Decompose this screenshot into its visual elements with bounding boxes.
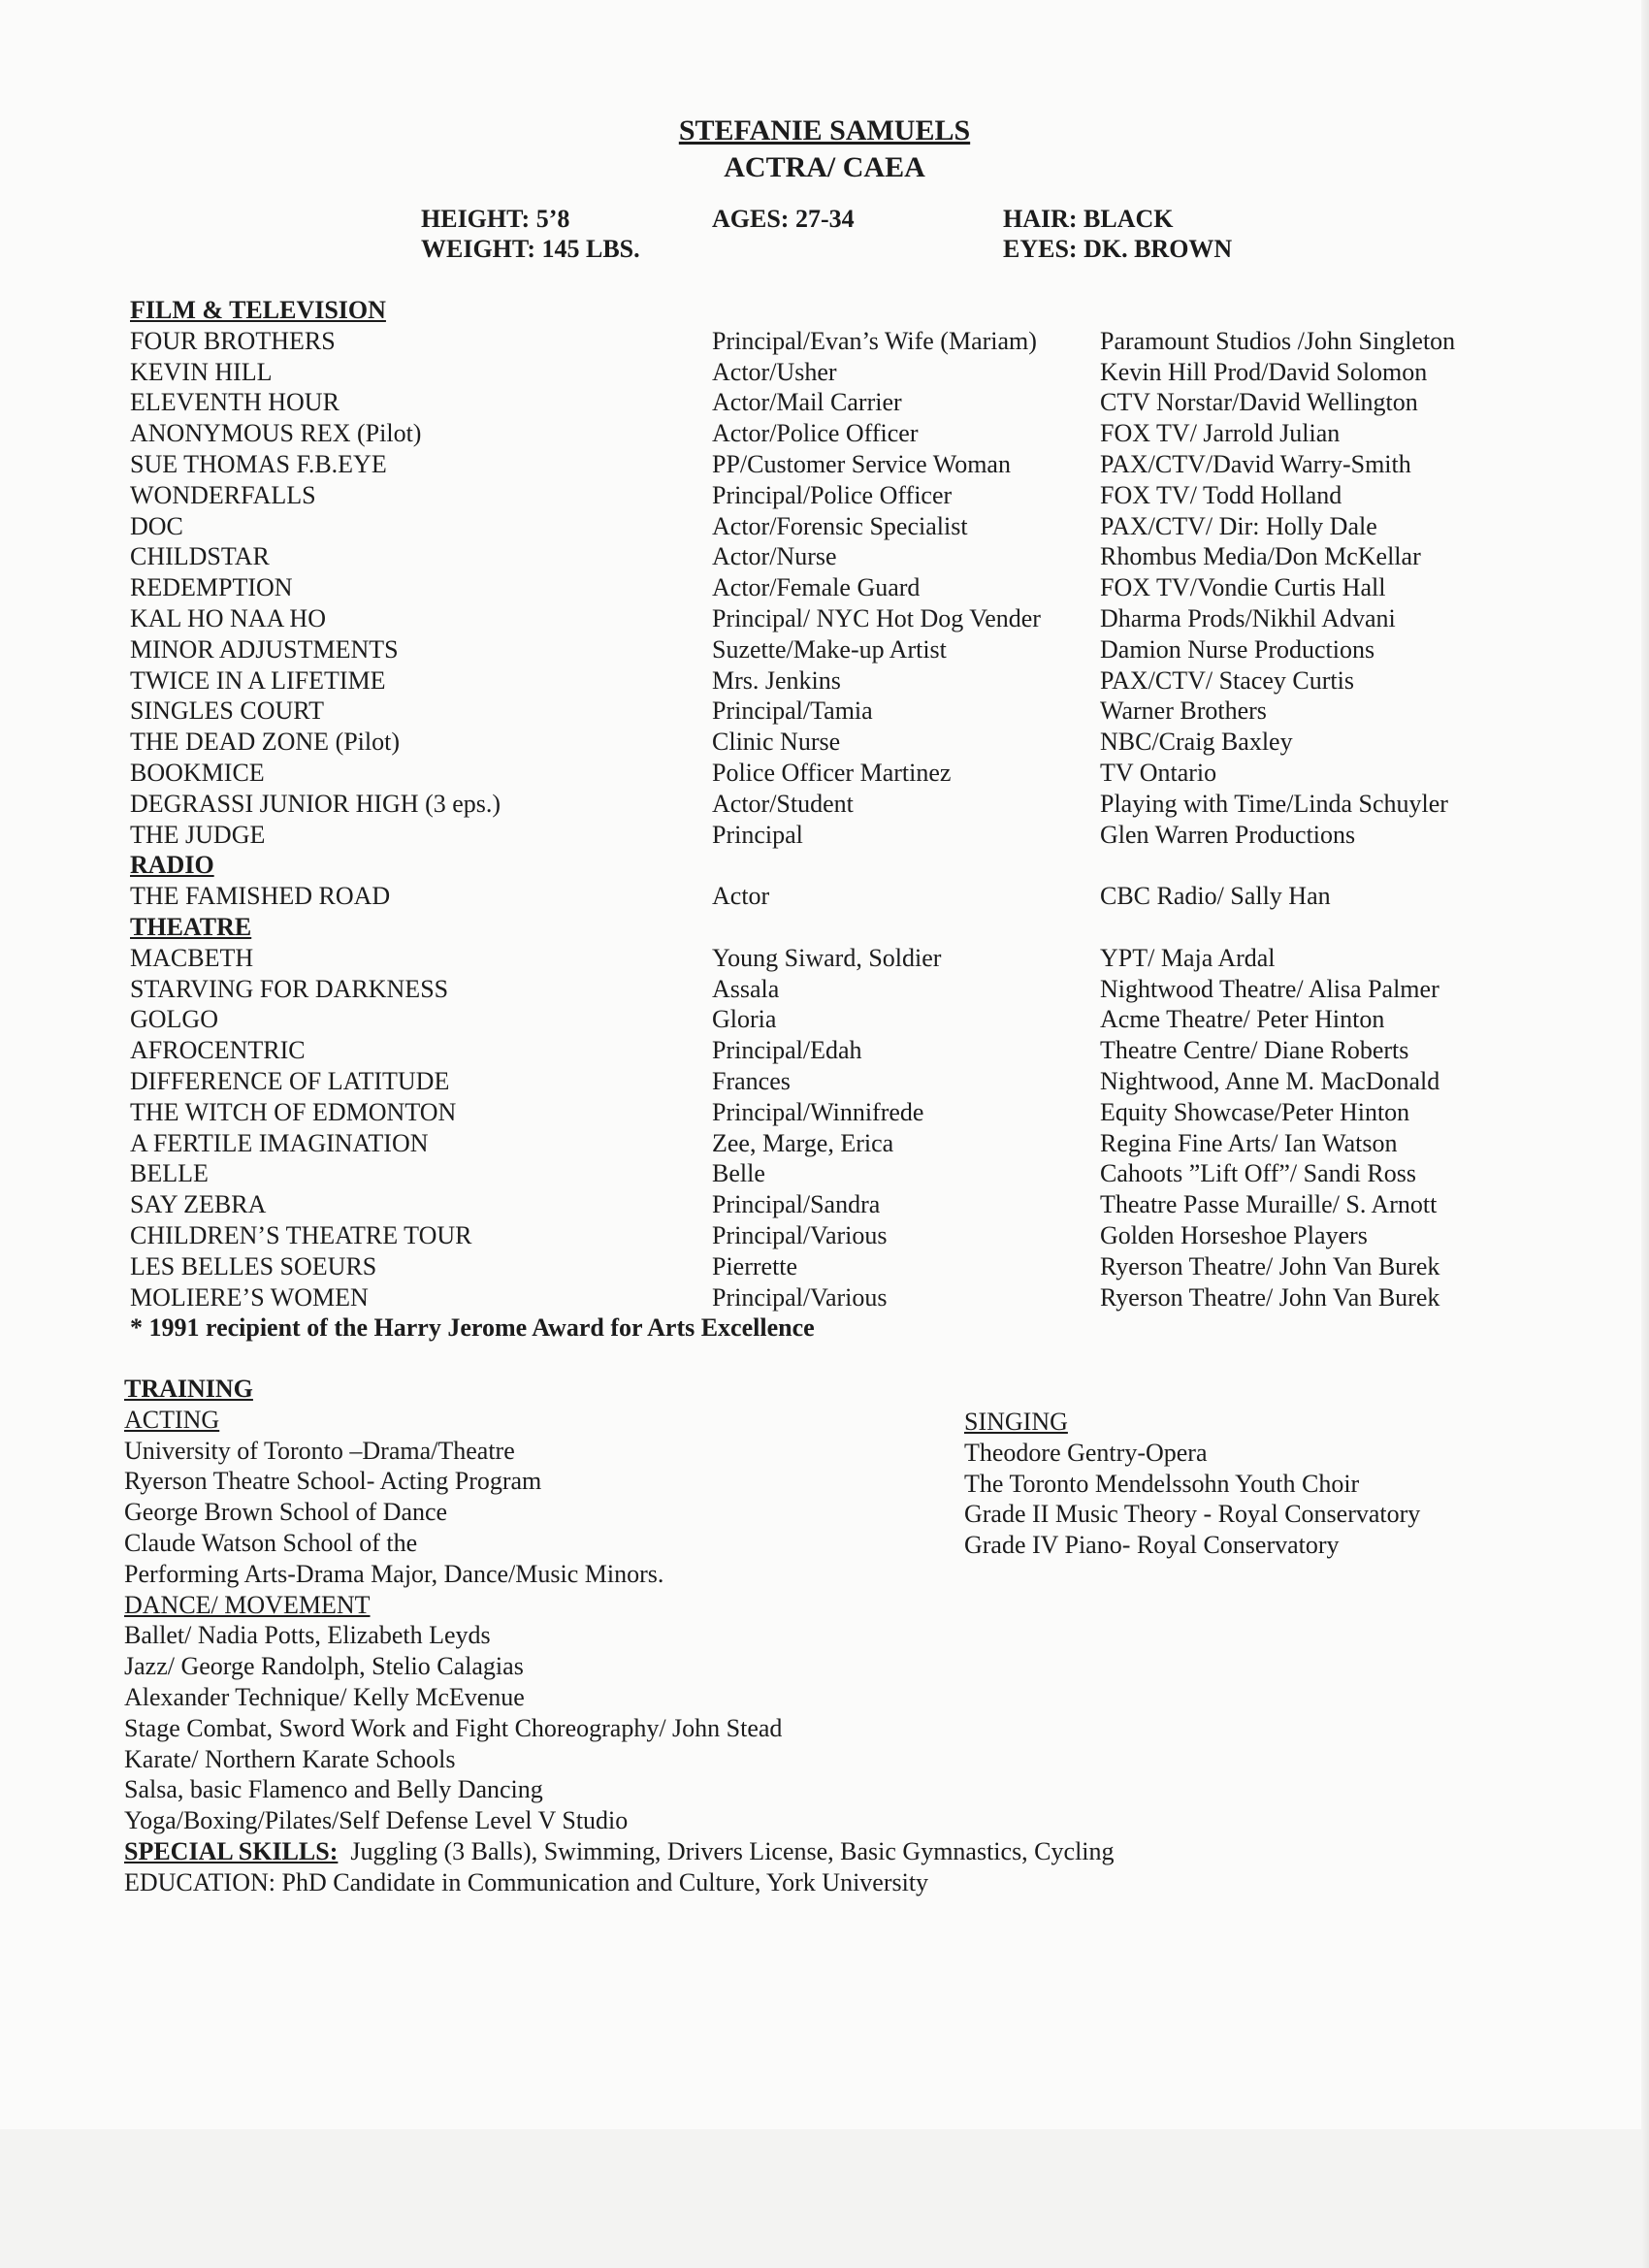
film-credit-title: REDEMPTION	[130, 573, 293, 602]
theatre-credit-row	[130, 1004, 1585, 1035]
film-credit-role: Principal/ NYC Hot Dog Vender	[712, 603, 1041, 632]
theatre-credit-company: Golden Horseshoe Players	[1100, 1220, 1368, 1249]
film-credit-role: Suzette/Make-up Artist	[712, 634, 947, 664]
film-credit-title: BOOKMICE	[130, 758, 265, 787]
film-credit-row	[130, 696, 1585, 727]
film-credit-title: FOUR BROTHERS	[130, 326, 336, 355]
film-credit-role: Actor/Usher	[712, 357, 837, 386]
film-credit-title: CHILDSTAR	[130, 542, 270, 571]
film-credit-title: KEVIN HILL	[130, 357, 273, 386]
theatre-credit-title: SAY ZEBRA	[130, 1190, 267, 1219]
training-right	[964, 1407, 1420, 1561]
theatre-credit-row	[130, 1189, 1585, 1220]
film-credit-company: Damion Nurse Productions	[1100, 634, 1375, 664]
theatre-credit-row	[130, 943, 1585, 974]
film-credit-role: Actor/Mail Carrier	[712, 388, 902, 417]
film-credit-title: DOC	[130, 511, 183, 540]
acting-item: Performing Arts-Drama Major, Dance/Music Minors.	[124, 1559, 664, 1588]
theatre-credit-row	[130, 974, 1585, 1005]
special-skills-text: Juggling (3 Balls), Swimming, Drivers License, Basic Gymnastics, Cycling	[350, 1836, 1115, 1865]
dance-item: Salsa, basic Flamenco and Belly Dancing	[124, 1775, 543, 1804]
theatre-credit-role: Principal/Various	[712, 1220, 888, 1249]
theatre-credit-company: Acme Theatre/ Peter Hinton	[1100, 1005, 1385, 1034]
theatre-credit-role: Frances	[712, 1066, 791, 1095]
theatre-heading-row	[130, 912, 1585, 943]
film-credit-row	[130, 634, 1585, 665]
theatre-credit-role: Belle	[712, 1159, 765, 1188]
film-credit-company: FOX TV/Vondie Curtis Hall	[1100, 573, 1386, 602]
film-credit-company: Warner Brothers	[1100, 697, 1267, 726]
theatre-credit-title: THE WITCH OF EDMONTON	[130, 1097, 457, 1126]
film-credit-row	[130, 449, 1585, 480]
theatre-credit-role: Principal/Sandra	[712, 1190, 881, 1219]
stats-col-2	[712, 204, 855, 234]
film-credit-role: Principal	[712, 820, 803, 849]
award-note: * 1991 recipient of the Harry Jerome Award for Arts Excellence	[130, 1313, 815, 1343]
film-credit-title: SINGLES COURT	[130, 697, 324, 726]
film-credit-role: Clinic Nurse	[712, 728, 841, 757]
theatre-credit-title: STARVING FOR DARKNESS	[130, 974, 449, 1003]
theatre-credit-role: Principal/Winnifrede	[712, 1097, 924, 1126]
theatre-credit-title: GOLGO	[130, 1005, 218, 1034]
film-credit-company: Rhombus Media/Don McKellar	[1100, 542, 1421, 571]
film-credit-row	[130, 572, 1585, 603]
weight-stat: WEIGHT: 145 LBS.	[421, 235, 640, 263]
singing-item: Grade IV Piano- Royal Conservatory	[964, 1531, 1340, 1560]
radio-credit-title: THE FAMISHED ROAD	[130, 882, 391, 911]
dance-item: Karate/ Northern Karate Schools	[124, 1744, 456, 1773]
film-credit-role: Principal/Evan’s Wife (Mariam)	[712, 326, 1037, 355]
theatre-credit-company: Regina Fine Arts/ Ian Watson	[1100, 1128, 1398, 1157]
theatre-credit-role: Pierrette	[712, 1251, 798, 1280]
film-tv-list	[130, 326, 1585, 851]
theatre-credit-role: Assala	[712, 974, 780, 1003]
film-credit-company: Glen Warren Productions	[1100, 820, 1356, 849]
film-credit-role: Actor/Female Guard	[712, 573, 921, 602]
theatre-credit-row	[130, 1066, 1585, 1097]
actor-name: STEFANIE SAMUELS	[678, 114, 971, 146]
acting-item: George Brown School of Dance	[124, 1498, 448, 1527]
theatre-credit-title: AFROCENTRIC	[130, 1036, 306, 1065]
film-tv-heading: FILM & TELEVISION	[130, 296, 386, 324]
stats-col-1	[421, 204, 640, 264]
hair-stat: HAIR: BLACK	[1003, 205, 1174, 233]
radio-credit-role: Actor	[712, 882, 770, 911]
film-credit-company: TV Ontario	[1100, 758, 1217, 787]
theatre-list	[130, 943, 1585, 1313]
theatre-credit-company: Nightwood, Anne M. MacDonald	[1100, 1066, 1440, 1095]
theatre-credit-row	[130, 1158, 1585, 1189]
theatre-credit-row	[130, 1128, 1585, 1159]
film-credit-row	[130, 387, 1585, 418]
film-credit-row	[130, 727, 1585, 758]
film-credit-row	[130, 480, 1585, 511]
special-skills-label: SPECIAL SKILLS:	[124, 1836, 339, 1865]
acting-item: Claude Watson School of the	[124, 1528, 418, 1557]
training-heading: TRAINING	[124, 1375, 253, 1403]
theatre-credit-company: YPT/ Maja Ardal	[1100, 943, 1276, 972]
film-credit-company: FOX TV/ Jarrold Julian	[1100, 419, 1341, 448]
acting-label: ACTING	[124, 1405, 220, 1434]
film-credit-role: Principal/Tamia	[712, 697, 873, 726]
singing-item: Grade II Music Theory - Royal Conservatory	[964, 1500, 1421, 1529]
theatre-credit-company: Ryerson Theatre/ John Van Burek	[1100, 1282, 1440, 1312]
singing-item: Theodore Gentry-Opera	[964, 1438, 1208, 1467]
film-credit-row	[130, 418, 1585, 449]
credits-section	[130, 295, 1585, 1344]
theatre-credit-company: Cahoots ”Lift Off”/ Sandi Ross	[1100, 1159, 1416, 1188]
film-tv-heading-row	[130, 295, 1585, 326]
dance-item: Ballet/ Nadia Potts, Elizabeth Leyds	[124, 1621, 491, 1650]
theatre-credit-row	[130, 1282, 1585, 1313]
radio-credit-company: CBC Radio/ Sally Han	[1100, 882, 1331, 911]
theatre-credit-title: BELLE	[130, 1159, 209, 1188]
film-credit-row	[130, 820, 1585, 851]
film-credit-title: MINOR ADJUSTMENTS	[130, 634, 399, 664]
film-credit-role: Actor/Student	[712, 789, 854, 818]
film-credit-title: DEGRASSI JUNIOR HIGH (3 eps.)	[130, 789, 501, 818]
theatre-credit-company: Nightwood Theatre/ Alisa Palmer	[1100, 974, 1439, 1003]
film-credit-company: PAX/CTV/ Dir: Holly Dale	[1100, 511, 1377, 540]
eyes-stat: EYES: DK. BROWN	[1003, 235, 1233, 263]
film-credit-row	[130, 541, 1585, 572]
film-credit-title: THE DEAD ZONE (Pilot)	[130, 728, 401, 757]
theatre-credit-title: DIFFERENCE OF LATITUDE	[130, 1066, 450, 1095]
film-credit-role: Actor/Police Officer	[712, 419, 919, 448]
film-credit-row	[130, 665, 1585, 697]
theatre-credit-role: Gloria	[712, 1005, 777, 1034]
film-credit-company: Dharma Prods/Nikhil Advani	[1100, 603, 1396, 632]
award-row	[130, 1312, 1585, 1344]
dance-item: Alexander Technique/ Kelly McEvenue	[124, 1682, 525, 1711]
film-credit-row	[130, 603, 1585, 634]
theatre-credit-row	[130, 1251, 1585, 1282]
page-edge	[1641, 0, 1649, 2268]
film-credit-role: Actor/Nurse	[712, 542, 837, 571]
singing-list	[964, 1438, 1420, 1561]
film-credit-row	[130, 789, 1585, 820]
theatre-credit-row	[130, 1035, 1585, 1066]
education-line: EDUCATION: PhD Candidate in Communication and Culture, York University	[124, 1867, 929, 1896]
theatre-credit-role: Zee, Marge, Erica	[712, 1128, 894, 1157]
film-credit-role: Police Officer Martinez	[712, 758, 952, 787]
film-credit-company: Kevin Hill Prod/David Solomon	[1100, 357, 1428, 386]
theatre-heading: THEATRE	[130, 912, 252, 941]
height-stat: HEIGHT: 5’8	[421, 205, 570, 233]
film-credit-company: PAX/CTV/ Stacey Curtis	[1100, 665, 1354, 695]
film-credit-row	[130, 758, 1585, 789]
theatre-credit-title: MACBETH	[130, 943, 254, 972]
theatre-credit-company: Theatre Passe Muraille/ S. Arnott	[1100, 1190, 1438, 1219]
dance-label: DANCE/ MOVEMENT	[124, 1590, 371, 1619]
union-affiliation: ACTRA/ CAEA	[724, 151, 925, 183]
film-credit-company: PAX/CTV/David Warry-Smith	[1100, 449, 1411, 478]
theatre-credit-title: LES BELLES SOEURS	[130, 1251, 377, 1280]
resume-header	[0, 113, 1649, 186]
film-credit-company: CTV Norstar/David Wellington	[1100, 388, 1418, 417]
theatre-credit-company: Equity Showcase/Peter Hinton	[1100, 1097, 1410, 1126]
radio-list	[130, 881, 1585, 912]
scan-shadow	[0, 2129, 1649, 2268]
special-skills-line	[124, 1836, 1115, 1867]
film-credit-row	[130, 326, 1585, 357]
theatre-credit-row	[130, 1097, 1585, 1128]
dance-item: Jazz/ George Randolph, Stelio Calagias	[124, 1652, 524, 1681]
singing-item: The Toronto Mendelssohn Youth Choir	[964, 1469, 1360, 1498]
film-credit-company: NBC/Craig Baxley	[1100, 728, 1293, 757]
film-credit-role: Actor/Forensic Specialist	[712, 511, 968, 540]
theatre-credit-row	[130, 1220, 1585, 1251]
film-credit-company: Playing with Time/Linda Schuyler	[1100, 789, 1448, 818]
theatre-credit-title: MOLIERE’S WOMEN	[130, 1282, 369, 1312]
theatre-credit-role: Principal/Various	[712, 1282, 888, 1312]
film-credit-row	[130, 511, 1585, 542]
theatre-credit-title: A FERTILE IMAGINATION	[130, 1128, 429, 1157]
theatre-credit-role: Principal/Edah	[712, 1036, 862, 1065]
film-credit-company: Paramount Studios /John Singleton	[1100, 326, 1456, 355]
theatre-credit-company: Ryerson Theatre/ John Van Burek	[1100, 1251, 1440, 1280]
film-credit-title: THE JUDGE	[130, 820, 266, 849]
radio-heading: RADIO	[130, 851, 214, 880]
film-credit-title: TWICE IN A LIFETIME	[130, 665, 386, 695]
film-credit-role: Principal/Police Officer	[712, 480, 953, 509]
theatre-credit-title: CHILDREN’S THEATRE TOUR	[130, 1220, 472, 1249]
radio-credit-row	[130, 881, 1585, 912]
film-credit-role: Mrs. Jenkins	[712, 665, 841, 695]
dance-item: Yoga/Boxing/Pilates/Self Defense Level V Studio	[124, 1806, 629, 1835]
ages-stat: AGES: 27-34	[712, 205, 855, 233]
dance-item: Stage Combat, Sword Work and Fight Choreography/ John Stead	[124, 1713, 783, 1742]
film-credit-company: FOX TV/ Todd Holland	[1100, 480, 1342, 509]
film-credit-title: ANONYMOUS REX (Pilot)	[130, 419, 422, 448]
film-credit-role: PP/Customer Service Woman	[712, 449, 1011, 478]
theatre-credit-role: Young Siward, Soldier	[712, 943, 942, 972]
film-credit-title: WONDERFALLS	[130, 480, 316, 509]
film-credit-title: KAL HO NAA HO	[130, 603, 326, 632]
dance-list	[124, 1620, 1115, 1836]
film-credit-title: SUE THOMAS F.B.EYE	[130, 449, 387, 478]
film-credit-title: ELEVENTH HOUR	[130, 388, 340, 417]
theatre-credit-company: Theatre Centre/ Diane Roberts	[1100, 1036, 1409, 1065]
acting-item: Ryerson Theatre School- Acting Program	[124, 1467, 542, 1496]
stats-col-3	[1003, 204, 1232, 264]
singing-label: SINGING	[964, 1408, 1068, 1436]
film-credit-row	[130, 357, 1585, 388]
radio-heading-row	[130, 850, 1585, 881]
acting-item: University of Toronto –Drama/Theatre	[124, 1436, 515, 1465]
